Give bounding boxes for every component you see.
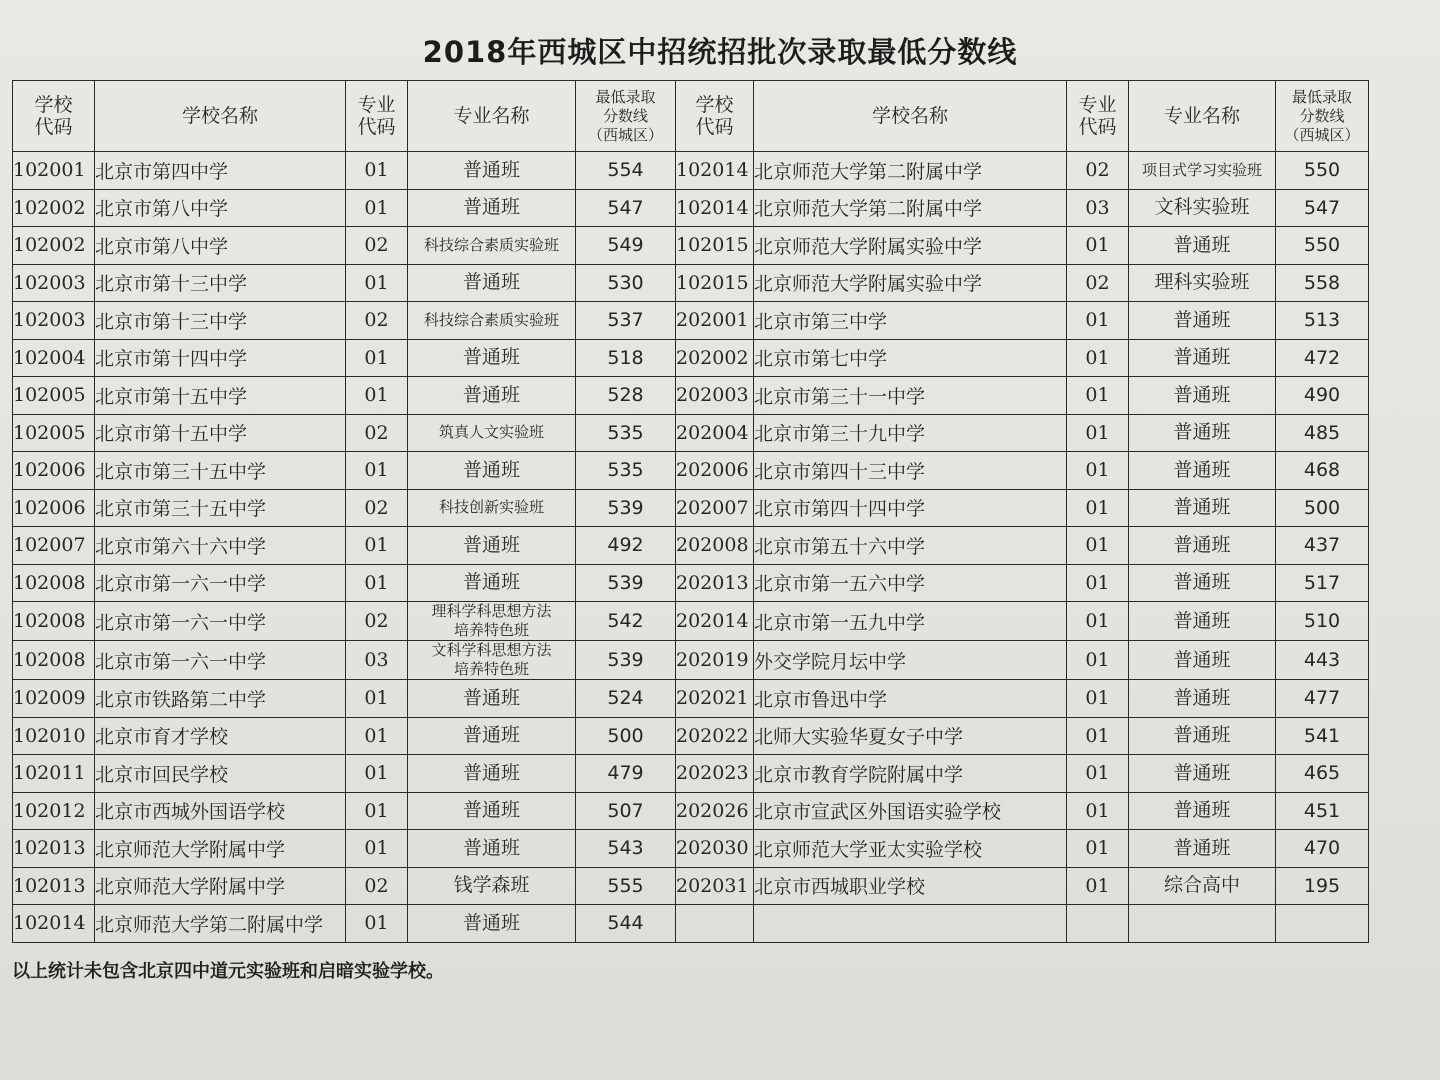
- right-min-score-cell: 470: [1276, 830, 1369, 868]
- right-school-name-cell: 北京师范大学第二附属中学: [754, 152, 1067, 190]
- left-min-score-cell: 518: [576, 339, 676, 377]
- left-major-name-cell: 普通班: [408, 377, 576, 415]
- left-min-score-cell: 543: [576, 830, 676, 868]
- left-major-name-cell: 普通班: [408, 152, 576, 190]
- right-major-code-cell: 01: [1067, 227, 1129, 265]
- right-school-code-cell: 202006: [676, 452, 754, 490]
- left-major-code-cell: 01: [346, 830, 408, 868]
- left-major-code-cell: 01: [346, 564, 408, 602]
- right-school-name-cell: 北京市第一五六中学: [754, 564, 1067, 602]
- left-school-code-cell: 102009: [13, 680, 95, 718]
- left-school-name-cell: 北京市第八中学: [95, 227, 346, 265]
- left-school-code-cell: 102008: [13, 641, 95, 680]
- left-school-code-cell: 102006: [13, 489, 95, 527]
- right-min-score-cell: 465: [1276, 755, 1369, 793]
- left-school-code-cell: 102013: [13, 867, 95, 905]
- right-school-name-cell: 北京市教育学院附属中学: [754, 755, 1067, 793]
- left-major-code-cell: 01: [346, 792, 408, 830]
- right-major-name-cell: 普通班: [1129, 227, 1276, 265]
- right-major-name-cell: 普通班: [1129, 377, 1276, 415]
- right-min-score-cell: 451: [1276, 792, 1369, 830]
- left-school-code-cell: 102012: [13, 792, 95, 830]
- right-school-code-cell: 202026: [676, 792, 754, 830]
- right-major-name-cell: 理科实验班: [1129, 264, 1276, 302]
- table-header-row: [13, 81, 1369, 152]
- right-school-name-cell: 北京师范大学附属实验中学: [754, 227, 1067, 265]
- table-row: [13, 189, 1369, 227]
- right-major-code-cell: 01: [1067, 830, 1129, 868]
- left-major-name-cell: 普通班: [408, 527, 576, 565]
- left-major-name-cell: 普通班: [408, 792, 576, 830]
- right-major-name-cell: 普通班: [1129, 792, 1276, 830]
- right-major-name-cell: 文科实验班: [1129, 189, 1276, 227]
- right-school-code-cell: 202014: [676, 602, 754, 641]
- right-major-name-cell: 普通班: [1129, 755, 1276, 793]
- left-school-name-cell: 北京市第十五中学: [95, 377, 346, 415]
- right-school-code-cell: [676, 905, 754, 943]
- left-school-code-cell: 102005: [13, 377, 95, 415]
- left-major-code-cell: 01: [346, 264, 408, 302]
- table-row: [13, 830, 1369, 868]
- right-major-code-cell: 01: [1067, 302, 1129, 340]
- right-major-name-cell: 普通班: [1129, 527, 1276, 565]
- left-major-code-cell: 01: [346, 152, 408, 190]
- header-major-name: 专业名称: [408, 81, 576, 152]
- right-school-name-cell: 北京市第四十四中学: [754, 489, 1067, 527]
- right-major-name-cell: 普通班: [1129, 414, 1276, 452]
- right-major-name-cell: 普通班: [1129, 564, 1276, 602]
- right-min-score-cell: 513: [1276, 302, 1369, 340]
- left-school-name-cell: 北京市第一六一中学: [95, 641, 346, 680]
- left-school-name-cell: 北京市第三十五中学: [95, 452, 346, 490]
- table-row: [13, 867, 1369, 905]
- left-school-name-cell: 北京市第十五中学: [95, 414, 346, 452]
- table-row: [13, 755, 1369, 793]
- right-min-score-cell: 547: [1276, 189, 1369, 227]
- left-major-name-cell: 普通班: [408, 680, 576, 718]
- header-major-name: 专业名称: [1129, 81, 1276, 152]
- right-min-score-cell: 558: [1276, 264, 1369, 302]
- table-row: [13, 377, 1369, 415]
- right-major-name-cell: 普通班: [1129, 717, 1276, 755]
- left-major-code-cell: 02: [346, 602, 408, 641]
- left-major-code-cell: 01: [346, 527, 408, 565]
- left-school-code-cell: 102011: [13, 755, 95, 793]
- right-school-code-cell: 202022: [676, 717, 754, 755]
- left-school-name-cell: 北京市第一六一中学: [95, 564, 346, 602]
- admission-score-table: [12, 80, 1369, 943]
- left-major-code-cell: 02: [346, 414, 408, 452]
- table-row: [13, 227, 1369, 265]
- left-major-code-cell: 02: [346, 489, 408, 527]
- header-major-code: 专业 代码: [346, 81, 408, 152]
- right-major-code-cell: 01: [1067, 489, 1129, 527]
- left-major-code-cell: 01: [346, 377, 408, 415]
- header-school-code: 学校 代码: [676, 81, 754, 152]
- left-major-code-cell: 01: [346, 189, 408, 227]
- header-school-name: 学校名称: [754, 81, 1067, 152]
- right-min-score-cell: 490: [1276, 377, 1369, 415]
- left-school-code-cell: 102003: [13, 302, 95, 340]
- table-row: [13, 452, 1369, 490]
- right-school-name-cell: 北京市第五十六中学: [754, 527, 1067, 565]
- right-school-name-cell: 北师大实验华夏女子中学: [754, 717, 1067, 755]
- left-major-name-cell: 筑真人文实验班: [408, 414, 576, 452]
- left-min-score-cell: 537: [576, 302, 676, 340]
- left-school-name-cell: 北京市回民学校: [95, 755, 346, 793]
- left-school-name-cell: 北京市第十四中学: [95, 339, 346, 377]
- right-school-name-cell: 北京市第三十九中学: [754, 414, 1067, 452]
- right-school-code-cell: 102015: [676, 227, 754, 265]
- right-min-score-cell: 510: [1276, 602, 1369, 641]
- right-major-name-cell: 普通班: [1129, 602, 1276, 641]
- left-min-score-cell: 530: [576, 264, 676, 302]
- right-school-name-cell: [754, 905, 1067, 943]
- right-school-code-cell: 202031: [676, 867, 754, 905]
- header-major-code: 专业 代码: [1067, 81, 1129, 152]
- right-major-code-cell: 02: [1067, 264, 1129, 302]
- left-major-code-cell: 01: [346, 339, 408, 377]
- left-school-code-cell: 102005: [13, 414, 95, 452]
- left-major-name-cell: 科技综合素质实验班: [408, 302, 576, 340]
- right-major-code-cell: 01: [1067, 602, 1129, 641]
- right-major-code-cell: 01: [1067, 452, 1129, 490]
- left-school-name-cell: 北京师范大学附属中学: [95, 867, 346, 905]
- left-major-name-cell: 科技创新实验班: [408, 489, 576, 527]
- right-min-score-cell: 468: [1276, 452, 1369, 490]
- left-min-score-cell: 500: [576, 717, 676, 755]
- left-school-name-cell: 北京师范大学附属中学: [95, 830, 346, 868]
- left-school-name-cell: 北京市育才学校: [95, 717, 346, 755]
- table-row: [13, 152, 1369, 190]
- right-min-score-cell: 195: [1276, 867, 1369, 905]
- right-min-score-cell: 550: [1276, 152, 1369, 190]
- table-row: [13, 414, 1369, 452]
- right-school-code-cell: 202004: [676, 414, 754, 452]
- right-major-code-cell: 01: [1067, 867, 1129, 905]
- table-row: [13, 264, 1369, 302]
- left-major-name-cell: 普通班: [408, 830, 576, 868]
- left-school-name-cell: 北京市第三十五中学: [95, 489, 346, 527]
- left-school-code-cell: 102003: [13, 264, 95, 302]
- right-school-code-cell: 102014: [676, 189, 754, 227]
- right-major-code-cell: 01: [1067, 641, 1129, 680]
- left-min-score-cell: 507: [576, 792, 676, 830]
- right-school-name-cell: 北京市西城职业学校: [754, 867, 1067, 905]
- left-major-code-cell: 03: [346, 641, 408, 680]
- left-major-code-cell: 02: [346, 227, 408, 265]
- left-major-code-cell: 02: [346, 302, 408, 340]
- right-min-score-cell: 437: [1276, 527, 1369, 565]
- table-row: [13, 680, 1369, 718]
- right-major-code-cell: 01: [1067, 339, 1129, 377]
- left-school-code-cell: 102002: [13, 227, 95, 265]
- left-school-code-cell: 102004: [13, 339, 95, 377]
- right-school-code-cell: 202023: [676, 755, 754, 793]
- right-major-name-cell: 综合高中: [1129, 867, 1276, 905]
- table-row: [13, 564, 1369, 602]
- table-row: [13, 792, 1369, 830]
- left-school-code-cell: 102007: [13, 527, 95, 565]
- left-major-name-cell: 普通班: [408, 905, 576, 943]
- left-min-score-cell: 539: [576, 564, 676, 602]
- right-min-score-cell: 517: [1276, 564, 1369, 602]
- table-row: [13, 717, 1369, 755]
- left-school-code-cell: 102006: [13, 452, 95, 490]
- right-school-name-cell: 北京师范大学第二附属中学: [754, 189, 1067, 227]
- left-school-name-cell: 北京市西城外国语学校: [95, 792, 346, 830]
- right-school-name-cell: 北京师范大学亚太实验学校: [754, 830, 1067, 868]
- left-min-score-cell: 554: [576, 152, 676, 190]
- left-major-code-cell: 01: [346, 717, 408, 755]
- left-school-name-cell: 北京市第八中学: [95, 189, 346, 227]
- header-school-name: 学校名称: [95, 81, 346, 152]
- right-major-name-cell: 项目式学习实验班: [1129, 152, 1276, 190]
- left-school-code-cell: 102001: [13, 152, 95, 190]
- right-school-name-cell: 北京市第三中学: [754, 302, 1067, 340]
- left-min-score-cell: 535: [576, 452, 676, 490]
- table-row: [13, 339, 1369, 377]
- right-major-code-cell: [1067, 905, 1129, 943]
- right-major-code-cell: 01: [1067, 564, 1129, 602]
- right-school-name-cell: 北京师范大学附属实验中学: [754, 264, 1067, 302]
- right-school-name-cell: 北京市第三十一中学: [754, 377, 1067, 415]
- right-school-code-cell: 202008: [676, 527, 754, 565]
- right-major-code-cell: 03: [1067, 189, 1129, 227]
- left-major-name-cell: 普通班: [408, 339, 576, 377]
- right-major-code-cell: 02: [1067, 152, 1129, 190]
- right-school-name-cell: 北京市第七中学: [754, 339, 1067, 377]
- right-school-code-cell: 102014: [676, 152, 754, 190]
- left-school-name-cell: 北京师范大学第二附属中学: [95, 905, 346, 943]
- right-min-score-cell: 500: [1276, 489, 1369, 527]
- left-major-code-cell: 01: [346, 680, 408, 718]
- left-min-score-cell: 539: [576, 489, 676, 527]
- footnote: 以上统计未包含北京四中道元实验班和启暗实验学校。: [12, 961, 444, 982]
- left-major-code-cell: 01: [346, 452, 408, 490]
- left-school-name-cell: 北京市第十三中学: [95, 302, 346, 340]
- right-min-score-cell: 541: [1276, 717, 1369, 755]
- left-major-name-cell: 普通班: [408, 189, 576, 227]
- left-major-name-cell: 普通班: [408, 564, 576, 602]
- left-school-code-cell: 102002: [13, 189, 95, 227]
- left-min-score-cell: 492: [576, 527, 676, 565]
- right-major-name-cell: [1129, 905, 1276, 943]
- left-school-name-cell: 北京市第六十六中学: [95, 527, 346, 565]
- right-school-name-cell: 北京市鲁迅中学: [754, 680, 1067, 718]
- right-major-code-cell: 01: [1067, 755, 1129, 793]
- left-school-code-cell: 102008: [13, 564, 95, 602]
- left-school-code-cell: 102010: [13, 717, 95, 755]
- left-school-code-cell: 102014: [13, 905, 95, 943]
- right-school-code-cell: 202013: [676, 564, 754, 602]
- right-major-code-cell: 01: [1067, 414, 1129, 452]
- left-major-name-cell: 普通班: [408, 755, 576, 793]
- right-min-score-cell: 477: [1276, 680, 1369, 718]
- right-min-score-cell: 472: [1276, 339, 1369, 377]
- header-min-score: 最低录取 分数线 （西城区）: [1276, 81, 1369, 152]
- left-min-score-cell: 544: [576, 905, 676, 943]
- left-major-name-cell: 普通班: [408, 452, 576, 490]
- left-major-code-cell: 01: [346, 905, 408, 943]
- left-major-name-cell: 文科学科思想方法 培养特色班: [408, 641, 576, 680]
- left-major-code-cell: 02: [346, 867, 408, 905]
- left-major-name-cell: 科技综合素质实验班: [408, 227, 576, 265]
- right-min-score-cell: 443: [1276, 641, 1369, 680]
- right-major-code-cell: 01: [1067, 377, 1129, 415]
- table-row: [13, 527, 1369, 565]
- left-min-score-cell: 535: [576, 414, 676, 452]
- right-major-name-cell: 普通班: [1129, 452, 1276, 490]
- right-major-name-cell: 普通班: [1129, 339, 1276, 377]
- right-school-code-cell: 202007: [676, 489, 754, 527]
- right-school-code-cell: 202003: [676, 377, 754, 415]
- right-school-code-cell: 202002: [676, 339, 754, 377]
- left-min-score-cell: 479: [576, 755, 676, 793]
- right-school-name-cell: 北京市宣武区外国语实验学校: [754, 792, 1067, 830]
- left-min-score-cell: 539: [576, 641, 676, 680]
- right-school-code-cell: 202030: [676, 830, 754, 868]
- right-min-score-cell: 485: [1276, 414, 1369, 452]
- document-title: 2018年西城区中招统招批次录取最低分数线: [422, 35, 1018, 69]
- left-school-name-cell: 北京市第十三中学: [95, 264, 346, 302]
- table-row: [13, 602, 1369, 641]
- right-major-code-cell: 01: [1067, 717, 1129, 755]
- right-school-code-cell: 202001: [676, 302, 754, 340]
- left-min-score-cell: 528: [576, 377, 676, 415]
- right-school-code-cell: 202019: [676, 641, 754, 680]
- right-major-code-cell: 01: [1067, 527, 1129, 565]
- table-body: [13, 152, 1369, 943]
- header-school-code: 学校 代码: [13, 81, 95, 152]
- right-school-code-cell: 102015: [676, 264, 754, 302]
- right-major-name-cell: 普通班: [1129, 302, 1276, 340]
- table-row: [13, 302, 1369, 340]
- left-major-name-cell: 普通班: [408, 264, 576, 302]
- right-major-code-cell: 01: [1067, 792, 1129, 830]
- left-major-name-cell: 理科学科思想方法 培养特色班: [408, 602, 576, 641]
- right-school-code-cell: 202021: [676, 680, 754, 718]
- left-school-name-cell: 北京市铁路第二中学: [95, 680, 346, 718]
- right-school-name-cell: 外交学院月坛中学: [754, 641, 1067, 680]
- left-major-name-cell: 钱学森班: [408, 867, 576, 905]
- left-school-name-cell: 北京市第一六一中学: [95, 602, 346, 641]
- left-school-name-cell: 北京市第四中学: [95, 152, 346, 190]
- right-min-score-cell: [1276, 905, 1369, 943]
- right-school-name-cell: 北京市第四十三中学: [754, 452, 1067, 490]
- left-min-score-cell: 555: [576, 867, 676, 905]
- left-major-code-cell: 01: [346, 755, 408, 793]
- table-row: [13, 905, 1369, 943]
- right-major-name-cell: 普通班: [1129, 830, 1276, 868]
- left-major-name-cell: 普通班: [408, 717, 576, 755]
- right-major-name-cell: 普通班: [1129, 641, 1276, 680]
- right-school-name-cell: 北京市第一五九中学: [754, 602, 1067, 641]
- left-school-code-cell: 102013: [13, 830, 95, 868]
- left-school-code-cell: 102008: [13, 602, 95, 641]
- left-min-score-cell: 549: [576, 227, 676, 265]
- left-min-score-cell: 542: [576, 602, 676, 641]
- right-min-score-cell: 550: [1276, 227, 1369, 265]
- right-major-name-cell: 普通班: [1129, 489, 1276, 527]
- left-min-score-cell: 524: [576, 680, 676, 718]
- right-major-name-cell: 普通班: [1129, 680, 1276, 718]
- header-min-score: 最低录取 分数线 （西城区）: [576, 81, 676, 152]
- right-major-code-cell: 01: [1067, 680, 1129, 718]
- left-min-score-cell: 547: [576, 189, 676, 227]
- table-row: [13, 641, 1369, 680]
- table-row: [13, 489, 1369, 527]
